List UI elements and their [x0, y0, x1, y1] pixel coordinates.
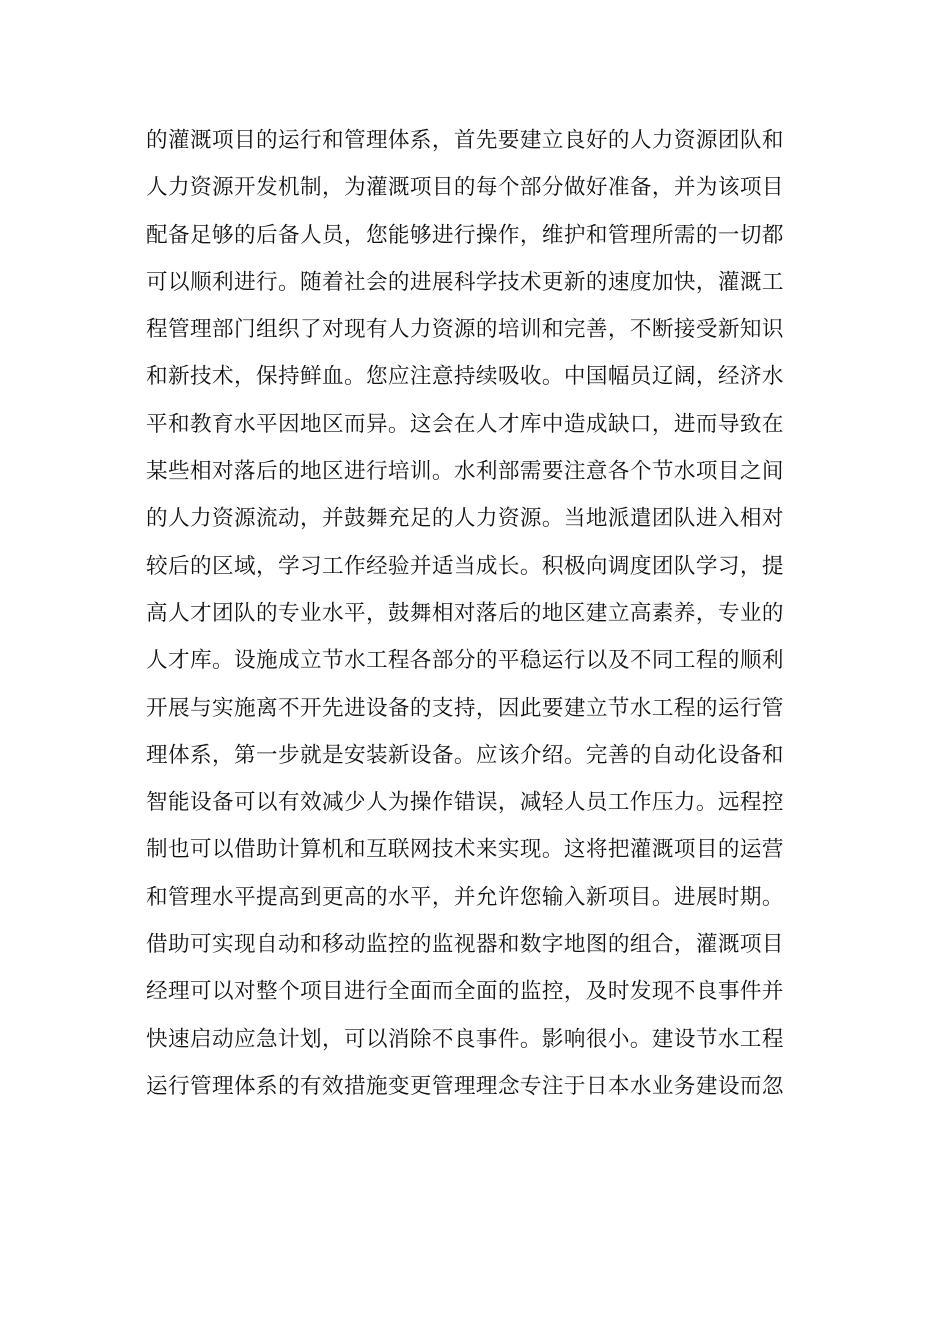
text-line: 可以顺利进行。随着社会的进展科学技术更新的速度加快，灌溉工: [146, 269, 784, 295]
text-line: 人力资源开发机制，为灌溉项目的每个部分做好准备，并为该项目: [146, 175, 784, 201]
text-line: 开展与实施离不开先进设备的支持，因此要建立节水工程的运行管: [146, 695, 784, 721]
text-line: 的人力资源流动，并鼓舞充足的人力资源。当地派遣团队进入相对: [146, 506, 784, 532]
body-text: [146, 117, 806, 1110]
text-line: 智能设备可以有效减少人为操作错误，减轻人员工作压力。远程控: [146, 790, 784, 816]
text-line: 程管理部门组织了对现有人力资源的培训和完善，不断接受新知识: [146, 317, 784, 343]
text-line: 高人才团队的专业水平，鼓舞相对落后的地区建立高素养，专业的: [146, 600, 784, 626]
text-line: 借助可实现自动和移动监控的监视器和数字地图的组合，灌溉项目: [146, 932, 784, 958]
text-line: 经理可以对整个项目进行全面而全面的监控，及时发现不良事件并: [146, 979, 784, 1005]
text-line: 和新技术，保持鲜血。您应注意持续吸收。中国幅员辽阔，经济水: [146, 364, 784, 390]
text-line: 和管理水平提高到更高的水平，并允许您输入新项目。进展时期。: [146, 884, 784, 910]
text-line: 人才库。设施成立节水工程各部分的平稳运行以及不同工程的顺利: [146, 648, 784, 674]
text-line: 的灌溉项目的运行和管理体系，首先要建立良好的人力资源团队和: [146, 128, 784, 153]
text-line: 较后的区域，学习工作经验并适当成长。积极向调度团队学习，提: [146, 553, 784, 579]
text-line: 运行管理体系的有效措施变更管理理念专注于日本水业务建设而忽: [146, 1073, 784, 1099]
text-line: 理体系，第一步就是安装新设备。应该介绍。完善的自动化设备和: [146, 742, 784, 768]
text-line: 配备足够的后备人员，您能够进行操作，维护和管理所需的一切都: [146, 222, 784, 248]
text-line: 制也可以借助计算机和互联网技术来实现。这将把灌溉项目的运营: [146, 837, 784, 863]
text-line: 平和教育水平因地区而异。这会在人才库中造成缺口，进而导致在: [146, 411, 784, 437]
text-line: 某些相对落后的地区进行培训。水利部需要注意各个节水项目之间: [146, 459, 784, 485]
text-line: 快速启动应急计划，可以消除不良事件。影响很小。建设节水工程: [146, 1026, 784, 1052]
